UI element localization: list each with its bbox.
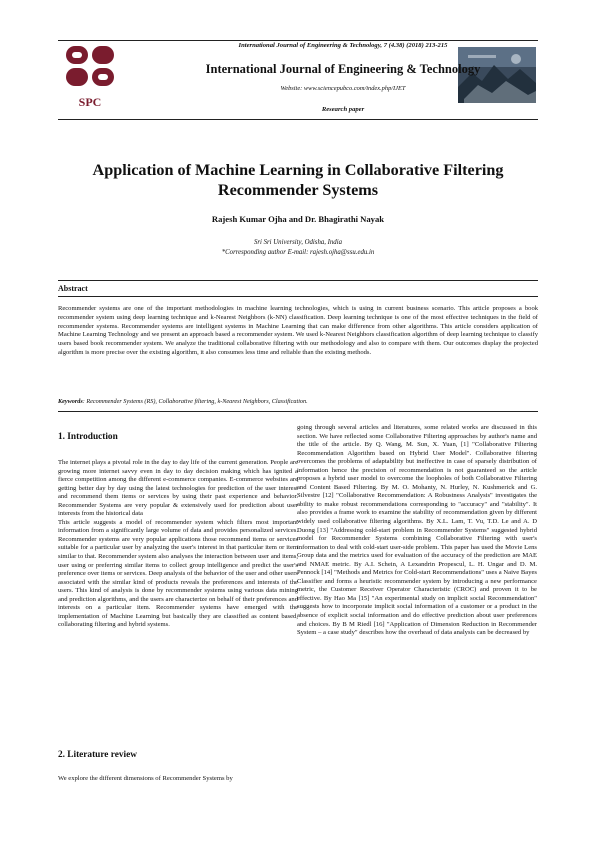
introduction-body xyxy=(58,459,298,630)
section-heading-introduction: 1. Introduction xyxy=(58,432,118,442)
abstract-text: Recommender systems are one of the important methodologies in machine learning technologies, which is using in current business scenario. This article proposes a book recommender system using deep learning technique and k-Nearest Neighbors (k-NN) classification. Deep learning technique is one of the most effective techniques in the field of recommender systems. Recommender systems are intelligent systems in Machine Learning that can make difference from other algorithms. This article considers application of Machine Learning Technology and we present an approach based a recommender system. We used k-Nearest Neighbors classification algorithm of deep learning technique to classify users based book recommender system. We analyze the traditional collaborative filtering with our methodology and also to compare with them. Our outcomes display the projected algorithm is more precise over the existing algorithm, it also consumes less time and reliable than the existing methods. xyxy=(58,305,538,356)
abstract-top-rule xyxy=(58,280,538,281)
keywords xyxy=(58,398,538,405)
paper-type: Research paper xyxy=(321,106,365,113)
section-heading-literature-review: 2. Literature review xyxy=(58,750,137,760)
paper-title-line2: Recommender Systems xyxy=(217,181,379,199)
journal-citation: International Journal of Engineering & Technology, 7 (4.38) (2018) 213-215 xyxy=(238,42,448,49)
logo-text: SPC xyxy=(78,95,102,109)
paper-title-line1: Application of Machine Learning in Collaborative Filtering xyxy=(92,161,504,179)
journal-website[interactable]: Website: www.sciencepubco.com/index.php/IJET xyxy=(280,85,406,92)
introduction-paragraph: The internet plays a pivotal role in the day to day life of the current generation. People are growing more internet savvy even in day to day decision making which has ignited a fierce competition among the different e-commerce companies. E-commerce websites are getting better day by day using the latest technologies for prediction of the user interest and recommend them items or services by using their past experience and behavior. Recommender Systems are very popular & extensively used for prediction about user interests from the historical data xyxy=(58,459,298,518)
corresponding-author[interactable]: *Corresponding author E-mail: rajesh.ojha@ssu.edu.in xyxy=(221,249,375,256)
literature-review-body xyxy=(58,775,298,784)
keywords-label: Keywords xyxy=(58,398,83,405)
literature-review-continued xyxy=(297,424,537,638)
journal-name: International Journal of Engineering & Technology xyxy=(205,62,481,76)
abstract-heading: Abstract xyxy=(58,284,88,293)
spc-logo xyxy=(60,44,120,112)
logo-mark-icon xyxy=(66,46,114,86)
literature-paragraph: We explore the different dimensions of Recommender Systems by xyxy=(58,775,233,782)
paper-title xyxy=(58,160,538,200)
author-affiliation: Sri Sri University, Odisha, India xyxy=(254,239,342,246)
author-affiliation-block xyxy=(58,238,538,258)
keywords-list: : Recommender Systems (RS), Collaborative filtering, k-Nearest Neighbors, Classification. xyxy=(82,398,308,405)
header-top-rule xyxy=(58,40,538,41)
paper-authors: Rajesh Kumar Ojha and Dr. Bhagirathi Nayak xyxy=(211,214,385,224)
keywords-bottom-rule xyxy=(58,411,538,412)
header-bottom-rule xyxy=(58,119,538,120)
literature-paragraph: going through several articles and literatures, some related works are discussed in this section. We have reflected some Collaborative Filtering approaches by author's name and the title of the article. By Q. Wang, M. Sun, X. Yuan, [1] "Collaborative Filtering Recommendation Algorithm based on Hybrid User Model". Collaborative filtering overcomes the problems of adaptability but ineffective in case of sparsely distribution of information hence the precision of recommendation is not guaranteed so the article proposes a hybrid user model to overcome the loopholes of both Collaborative Filtering and Content Based Filtering. By M. O. Mohanty, N. Hurley, N. Kushmerick and G. Silvestre [12] "Collaborative Recommendation: A Robustness Analysis" investigates the ability to make robust recommendations corresponding to "accuracy" and "stability". It also provides a frame work to examine the stability of recommendation given by different widely used collaborative filtering algorithms. By X.L. Lam, T. Vu, T.D. Le and A. D Duong [13] "Addressing cold-start problem in Recommender Systems" suggested hybrid model for Recommender Systems combining Collaborative Filtering with user's information to deal with cold-start user-side problem. This paper has used the Movie Lens Group data and the metrics used for evaluation of the accuracy of the prediction are MAE and NMAE metric. By A.I. Schein, A Lexandrin Propescul, L. H. Ungar and D. M. Pennock [14] "Methods and Metrics for Cold-start Recommendations" uses a Naive Bayes Classifier and forms a heuristic recommender system by introducing a new performance metric, the Customer Receiver Operator Characteristic (CROC) and proven it to be effective. By Hao Ma [15] "An experimental study on implicit social Recommendation" suggests how to incorporate implicit social information of a customer or a product in the absence of explicit social information and do effective prediction about user preferences and choices. By B M Riedl [16] "Application of Dimension Reduction in Recommender System – a case study" describes how the overhead of data analysis can be decreased by xyxy=(297,424,537,637)
introduction-paragraph: This article suggests a model of recommender system which filters most important information from a significantly large volume of data and provides personalized services. Recommender systems are very popular applications those recommend items or services suitable for a particular user by analyzing the user's interest in that particular item or item similar to that. Recommender system also analyses the interaction between user and items, user using or preferring similar items to collect group intelligence and predict the user's preference over items or services. Deep analysis of the behavior of the user and other users associated with the similar kind of products reveals the preferences and interests of the users. This kind of analysis is done by recommender systems using various data mining and prediction algorithms, and the users are characterize on behalf of their preferences and interests on a particular item. Recommender systems have emerged with the implementation of Machine Learning but basically they are classified as content based, collaborating filtering and hybrid systems. xyxy=(58,518,298,629)
abstract-heading-rule xyxy=(58,296,538,297)
